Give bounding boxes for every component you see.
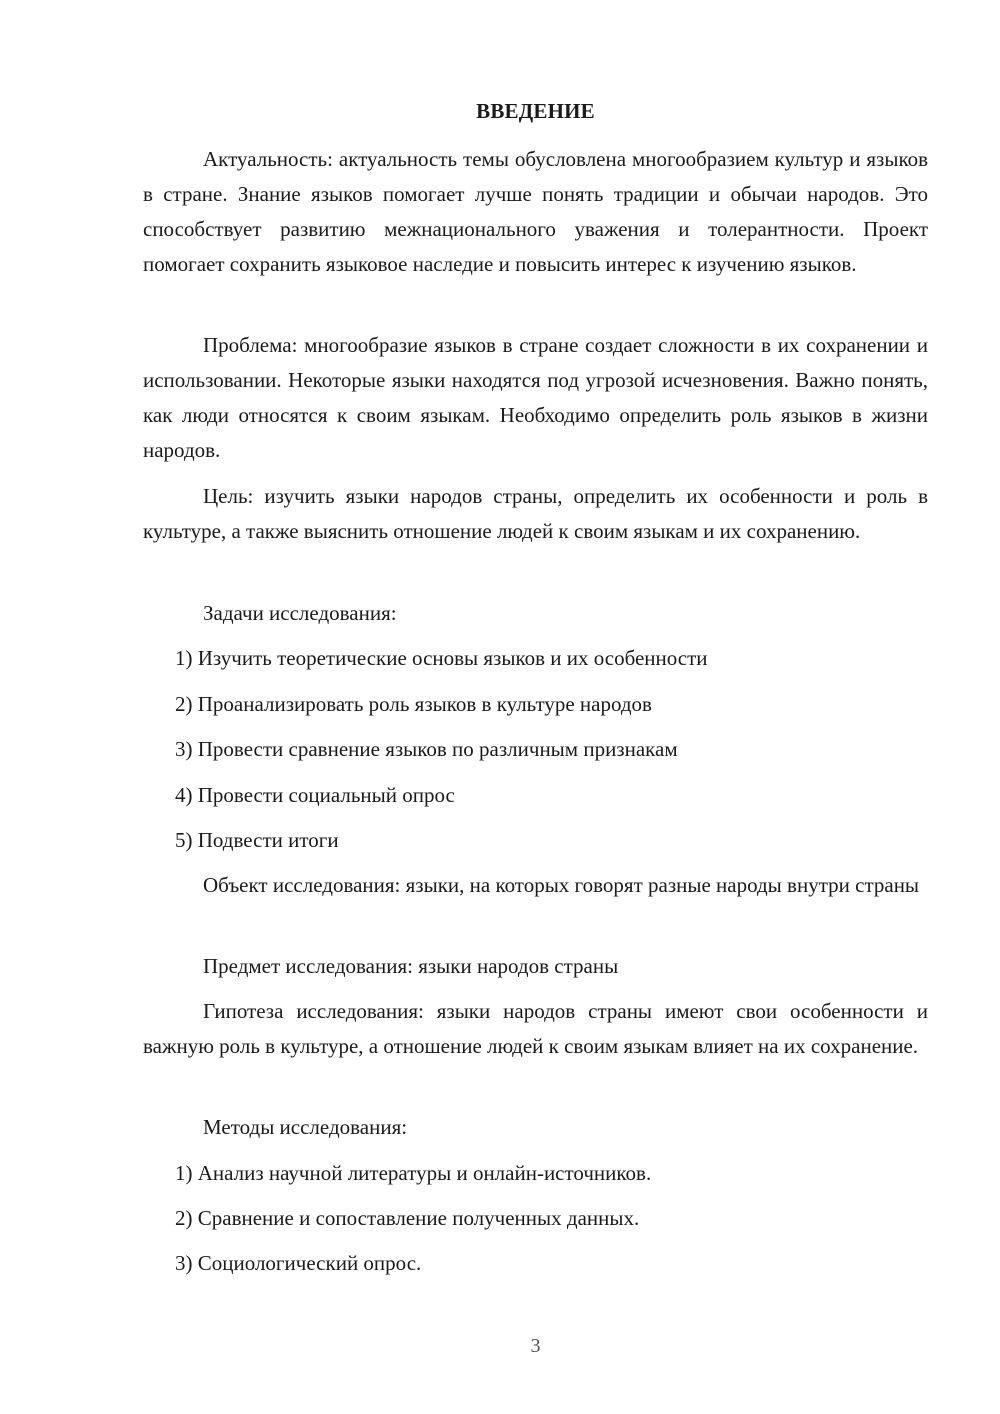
- problem-paragraph: Проблема: многообразие языков в стране создает сложности в их сохранении и использовании. Некоторые языки находятся под угрозой исчезновения. Важно понять, как люди относятся к своим языкам. Необходимо определить роль языков в жизни народов.: [143, 333, 928, 462]
- task-item: 5) Подвести итоги: [175, 828, 339, 852]
- page-number: 3: [530, 1335, 541, 1357]
- goal-paragraph: Цель: изучить языки народов страны, определить их особенности и роль в культуре, а также выяснить отношение людей к своим языкам и их сохранению.: [143, 484, 928, 543]
- hypothesis-paragraph: Гипотеза исследования: языки народов страны имеют свои особенности и важную роль в культуре, а отношение людей к своим языкам влияет на их сохранение.: [143, 999, 928, 1058]
- document-page: [143, 0, 928, 1414]
- tasks-label: Задачи исследования:: [203, 601, 397, 625]
- subject-paragraph: Предмет исследования: языки народов страны: [203, 954, 619, 978]
- method-item: 1) Анализ научной литературы и онлайн-источников.: [175, 1161, 652, 1185]
- relevance-paragraph: Актуальность: актуальность темы обусловлена многообразием культур и языков в стране. Знание языков помогает лучше понять традиции и обычаи народов. Это способствует развитию межнационального уважения и толерантности. Проект помогает сохранить языковое наследие и повысить интерес к изучению языков.: [143, 147, 928, 276]
- methods-label: Методы исследования:: [203, 1115, 408, 1139]
- task-item: 3) Провести сравнение языков по различным признакам: [175, 737, 678, 761]
- task-item: 1) Изучить теоретические основы языков и их особенности: [175, 646, 708, 670]
- method-item: 2) Сравнение и сопоставление полученных данных.: [175, 1206, 640, 1230]
- task-item: 2) Проанализировать роль языков в культуре народов: [175, 692, 652, 716]
- page-title: ВВЕДЕНИЕ: [476, 99, 595, 123]
- task-item: 4) Провести социальный опрос: [175, 783, 455, 807]
- object-paragraph: Объект исследования: языки, на которых говорят разные народы внутри страны: [203, 873, 920, 897]
- method-item: 3) Социологический опрос.: [175, 1251, 422, 1275]
